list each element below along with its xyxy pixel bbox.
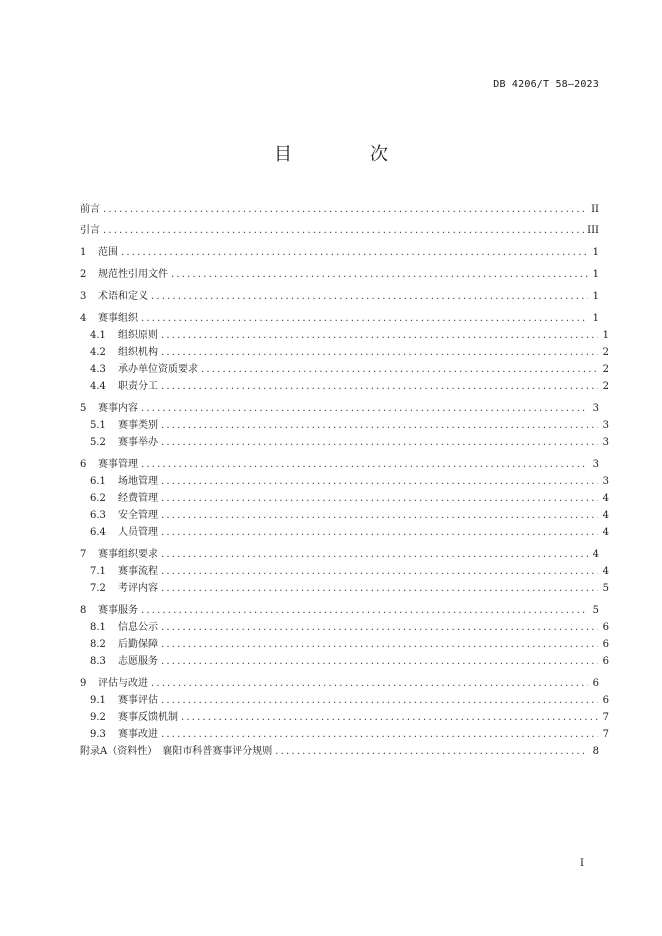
toc-entry[interactable]: [80, 309, 599, 324]
toc-entry-page: 2: [602, 381, 609, 392]
dot-leader: [161, 510, 598, 521]
toc-entry[interactable]: [80, 579, 609, 594]
toc-entry-label: 赛事举办: [118, 437, 158, 448]
toc-entry-label: 考评内容: [118, 583, 158, 594]
toc-entry[interactable]: [80, 708, 609, 723]
dot-leader: [181, 712, 598, 723]
toc-entry-title: [80, 601, 138, 616]
toc-entry-title: [80, 243, 118, 258]
toc-entry-page: 1: [602, 330, 609, 341]
toc-entry-page: 3: [592, 403, 599, 414]
toc-entry-title: [80, 287, 148, 302]
toc-entry-title: [90, 579, 158, 594]
toc-entry-page: 8: [592, 746, 599, 757]
toc-entry-label: 组织机构: [118, 347, 158, 358]
toc-entry-title: [80, 742, 272, 757]
toc-entry-label: 术语和定义: [98, 291, 148, 302]
toc-entry-label: 志愿服务: [118, 656, 158, 667]
toc-entry[interactable]: [80, 489, 609, 504]
toc-entry-number: 4.1: [90, 330, 106, 341]
toc-entry-title: [90, 377, 158, 392]
toc-entry-label: 赛事服务: [98, 605, 138, 616]
toc-entry[interactable]: [80, 674, 599, 689]
toc-entry-label: 场地管理: [118, 476, 158, 487]
toc-entry-number: 6: [80, 459, 87, 470]
dot-leader: [161, 493, 598, 504]
dot-leader: [151, 291, 588, 302]
toc-entry-label: 附录A（资料性） 襄阳市科普赛事评分规则: [80, 746, 273, 757]
toc-entry-label: 赛事改进: [118, 729, 158, 740]
toc-entry-label: 安全管理: [118, 510, 158, 521]
dot-leader: [161, 549, 588, 560]
toc-entry-title: [90, 416, 158, 431]
toc-entry-label: 评估与改进: [98, 678, 148, 689]
toc-entry-title: [80, 455, 138, 470]
dot-leader: [141, 403, 588, 414]
toc-entry[interactable]: [80, 326, 609, 341]
dot-leader: [161, 347, 598, 358]
dot-leader: [161, 437, 598, 448]
toc-entry-label: 赛事内容: [98, 403, 138, 414]
dot-leader: [121, 247, 588, 258]
toc-entry[interactable]: [80, 472, 609, 487]
toc-entry-page: 4: [592, 549, 599, 560]
toc-entry-title: [80, 309, 138, 324]
toc-entry-page: 7: [602, 729, 609, 740]
toc-entry-label: 赛事流程: [118, 566, 158, 577]
toc-entry-number: 4.4: [90, 381, 106, 392]
toc-entry-label: 经费管理: [118, 493, 158, 504]
toc-entry-number: 1: [80, 247, 87, 258]
dot-leader: [151, 678, 588, 689]
dot-leader: [161, 381, 598, 392]
toc-entry[interactable]: [80, 287, 599, 302]
dot-leader: [161, 566, 598, 577]
toc-entry[interactable]: [80, 691, 609, 706]
toc-entry[interactable]: [80, 545, 599, 560]
dot-leader: [161, 527, 598, 538]
dot-leader: [141, 459, 588, 470]
toc-entry-title: [90, 652, 158, 667]
toc-entry-page: II: [591, 204, 599, 215]
toc-entry[interactable]: [80, 742, 599, 757]
toc-entry-page: III: [587, 225, 599, 236]
dot-leader: [161, 476, 598, 487]
toc-entry-label: 承办单位资质要求: [118, 364, 198, 375]
dot-leader: [161, 330, 598, 341]
dot-leader: [275, 746, 588, 757]
toc-entry-title: [90, 708, 178, 723]
toc-entry[interactable]: [80, 377, 609, 392]
toc-entry-title: [90, 343, 158, 358]
toc-entry-title: [80, 265, 168, 280]
toc-entry-label: 赛事管理: [98, 459, 138, 470]
toc-entry-page: 3: [592, 459, 599, 470]
toc-entry-number: 8.2: [90, 639, 106, 650]
page-number: I: [580, 858, 584, 869]
toc-entry-number: 4: [80, 313, 87, 324]
dot-leader: [161, 639, 598, 650]
dot-leader: [201, 364, 598, 375]
dot-leader: [161, 622, 598, 633]
toc-entry-label: 赛事评估: [118, 695, 158, 706]
toc-entry-title: [90, 725, 158, 740]
toc-entry-title: [90, 360, 198, 375]
dot-leader: [161, 695, 598, 706]
toc-entry-title: [90, 472, 158, 487]
toc-entry[interactable]: [80, 618, 609, 633]
toc-entry-number: 8.1: [90, 622, 106, 633]
toc-entry-page: 4: [602, 566, 609, 577]
toc-entry-label: 职责分工: [118, 381, 158, 392]
toc-entry-number: 3: [80, 291, 87, 302]
toc-entry[interactable]: [80, 200, 599, 215]
toc-entry-page: 6: [592, 678, 599, 689]
toc-entry-label: 后勤保障: [118, 639, 158, 650]
toc-entry-label: 规范性引用文件: [98, 269, 168, 280]
toc-entry-number: 7.2: [90, 583, 106, 594]
toc-entry-number: 8: [80, 605, 87, 616]
toc-entry-number: 6.1: [90, 476, 106, 487]
toc-entry-number: 7: [80, 549, 87, 560]
toc-entry-number: 4.3: [90, 364, 106, 375]
dot-leader: [161, 583, 598, 594]
dot-leader: [141, 605, 588, 616]
toc-entry-title: [80, 200, 100, 215]
toc-entry-page: 6: [602, 639, 609, 650]
toc-entry[interactable]: [80, 243, 599, 258]
toc-entry-title: [90, 489, 158, 504]
toc-entry-page: 2: [602, 364, 609, 375]
document-identifier: DB 4206/T 58—2023: [493, 79, 599, 90]
dot-leader: [141, 313, 588, 324]
dot-leader: [161, 656, 598, 667]
toc-entry[interactable]: [80, 399, 599, 414]
toc-entry-title: [90, 523, 158, 538]
toc-entry-title: [90, 691, 158, 706]
toc-entry-label: 引言: [80, 225, 100, 236]
toc-entry-label: 组织原则: [118, 330, 158, 341]
toc-entry-page: 3: [602, 437, 609, 448]
toc-entry-page: 5: [592, 605, 599, 616]
dot-leader: [161, 420, 598, 431]
toc-entry-label: 范围: [98, 247, 118, 258]
toc-entry[interactable]: [80, 523, 609, 538]
toc-entry-page: 4: [602, 527, 609, 538]
toc-entry[interactable]: [80, 725, 609, 740]
toc-entry-title: [80, 221, 100, 236]
dot-leader: [103, 204, 588, 215]
toc-entry-page: 3: [602, 420, 609, 431]
toc-entry-title: [90, 562, 158, 577]
toc-entry[interactable]: [80, 506, 609, 521]
dot-leader: [161, 729, 598, 740]
toc-entry-label: 赛事组织要求: [98, 549, 158, 560]
toc-entry-page: 4: [602, 493, 609, 504]
toc-entry-title: [80, 399, 138, 414]
toc-entry-number: 8.3: [90, 656, 106, 667]
toc-entry-label: 赛事类别: [118, 420, 158, 431]
toc-entry-number: 6.4: [90, 527, 106, 538]
toc-entry[interactable]: [80, 455, 599, 470]
toc-entry[interactable]: [80, 652, 609, 667]
toc-entry[interactable]: [80, 635, 609, 650]
toc-entry-number: 5.1: [90, 420, 106, 431]
toc-entry-label: 人员管理: [118, 527, 158, 538]
toc-entry-number: 5: [80, 403, 87, 414]
toc-entry-title: [90, 433, 158, 448]
toc-entry-label: 赛事反馈机制: [118, 712, 178, 723]
toc-entry-page: 1: [592, 269, 599, 280]
toc-entry-number: 9.2: [90, 712, 106, 723]
toc-entry-title: [80, 674, 148, 689]
toc-entry[interactable]: [80, 265, 599, 280]
toc-entry-label: 赛事组织: [98, 313, 138, 324]
toc-entry-number: 9.3: [90, 729, 106, 740]
toc-entry-title: [90, 326, 158, 341]
toc-entry-number: 7.1: [90, 566, 106, 577]
toc-entry[interactable]: [80, 221, 599, 236]
toc-entry-page: 6: [602, 695, 609, 706]
toc-entry-page: 1: [592, 291, 599, 302]
toc-entry-page: 6: [602, 656, 609, 667]
toc-entry-number: 5.2: [90, 437, 106, 448]
toc-entry-page: 3: [602, 476, 609, 487]
toc-entry[interactable]: [80, 416, 609, 431]
toc-entry-page: 1: [592, 247, 599, 258]
toc-entry-number: 2: [80, 269, 87, 280]
toc-entry-title: [90, 618, 158, 633]
toc-entry[interactable]: [80, 433, 609, 448]
toc-entry-page: 4: [602, 510, 609, 521]
toc-entry-label: 信息公示: [118, 622, 158, 633]
toc-entry-label: 前言: [80, 204, 100, 215]
toc-entry-number: 6.2: [90, 493, 106, 504]
dot-leader: [103, 225, 584, 236]
toc-entry-page: 2: [602, 347, 609, 358]
toc-entry-title: [90, 635, 158, 650]
toc-entry-page: 1: [592, 313, 599, 324]
page-title: 目 次: [274, 144, 418, 165]
dot-leader: [171, 269, 588, 280]
toc-entry-number: 4.2: [90, 347, 106, 358]
toc-entry-page: 6: [602, 622, 609, 633]
toc-entry-page: 7: [602, 712, 609, 723]
toc-entry-page: 5: [602, 583, 609, 594]
toc-entry[interactable]: [80, 360, 609, 375]
toc-entry-number: 9.1: [90, 695, 106, 706]
toc-entry[interactable]: [80, 601, 599, 616]
toc-entry-title: [80, 545, 158, 560]
toc-entry-title: [90, 506, 158, 521]
toc-entry[interactable]: [80, 343, 609, 358]
toc-entry-number: 9: [80, 678, 87, 689]
toc-entry[interactable]: [80, 562, 609, 577]
toc-entry-number: 6.3: [90, 510, 106, 521]
